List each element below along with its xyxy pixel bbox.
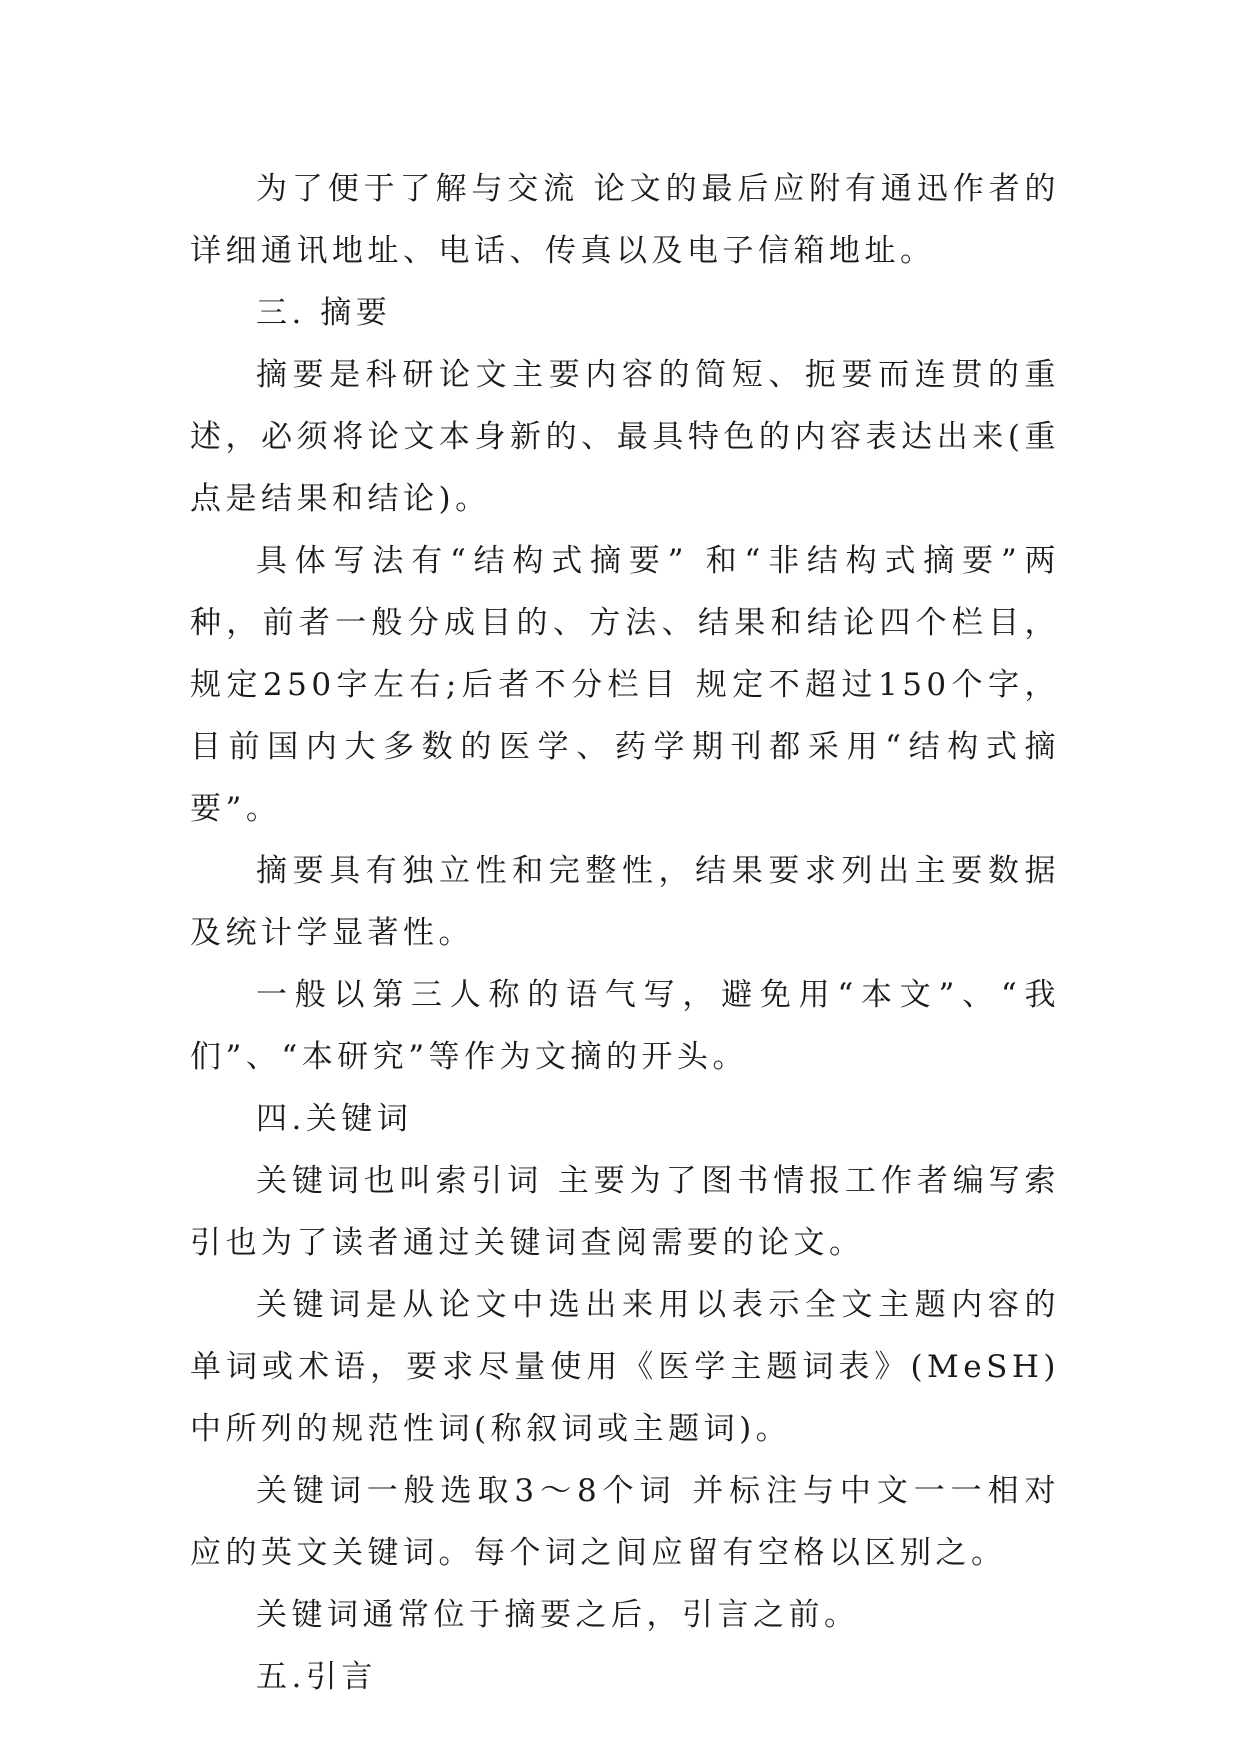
paragraph-keywords-purpose: 关键词也叫索引词 主要为了图书情报工作者编写索引也为了读者通过关键词查阅需要的论文。 [190, 1163, 1060, 1261]
paragraph-keywords-count: 关键词一般选取3～8个词 并标注与中文一一相对应的英文关键词。每个词之间应留有空格以区别之。 [190, 1473, 1060, 1571]
paragraph-contact-info: 为了便于了解与交流 论文的最后应附有通迅作者的详细通讯地址、电话、传真以及电子信箱地址。 [190, 171, 1060, 269]
document-body [190, 158, 1060, 1708]
section-heading-keywords: 四.关键词 [256, 1101, 413, 1137]
paragraph-abstract-format: 具体写法有“结构式摘要” 和“非结构式摘要”两种，前者一般分成目的、方法、结果和结论四个栏目，规定250字左右;后者不分栏目 规定不超过150个字，目前国内大多数的医学、药学期刊都采用“结构式摘要”。 [190, 543, 1060, 827]
paragraph-abstract-voice: 一般以第三人称的语气写，避免用“本文”、“我们”、“本研究”等作为文摘的开头。 [190, 977, 1060, 1075]
paragraph-abstract-definition: 摘要是科研论文主要内容的简短、扼要而连贯的重述，必须将论文本身新的、最具特色的内容表达出来(重点是结果和结论)。 [190, 357, 1060, 517]
section-heading-abstract: 三. 摘要 [256, 295, 392, 331]
paragraph-keywords-selection: 关键词是从论文中选出来用以表示全文主题内容的单词或术语，要求尽量使用《医学主题词表》(MeSH) 中所列的规范性词(称叙词或主题词)。 [190, 1287, 1060, 1447]
section-heading-introduction: 五.引言 [256, 1659, 377, 1695]
paragraph-keywords-position: 关键词通常位于摘要之后，引言之前。 [256, 1597, 860, 1633]
paragraph-abstract-independence: 摘要具有独立性和完整性，结果要求列出主要数据及统计学显著性。 [190, 853, 1060, 951]
